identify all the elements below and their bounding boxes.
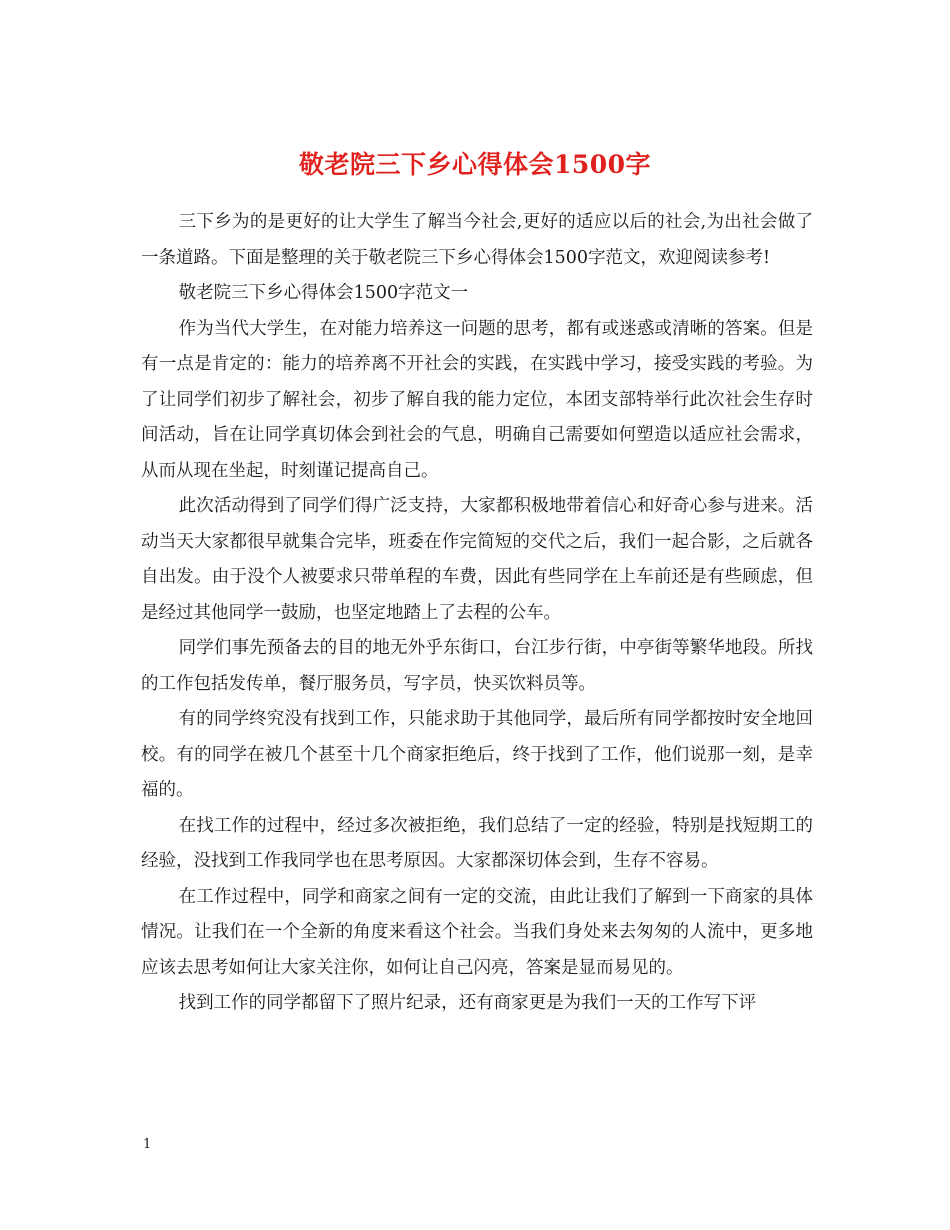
document-body: [141, 205, 813, 1022]
paragraph: 作为当代大学生，在对能力培养这一问题的思考，都有或迷惑或清晰的答案。但是有一点是肯定的：能力的培养离不开社会的实践，在实践中学习，接受实践的考验。为了让同学们初步了解社会，初步了解自我的能力定位，本团支部特举行此次社会生存时间活动，旨在让同学真切体会到社会的气息，明确自己需要如何塑造以适应社会需求，从而从现在坐起，时刻谨记提高自己。: [141, 318, 813, 481]
paragraph: 找到工作的同学都留下了照片纪录，还有商家更是为我们一天的工作写下评: [178, 993, 757, 1013]
document-title: 敬老院三下乡心得体会1500字: [298, 149, 652, 179]
paragraph-section-heading: 敬老院三下乡心得体会1500字范文一: [178, 283, 469, 303]
page-number: 1: [143, 1137, 152, 1152]
paragraph: 此次活动得到了同学们得广泛支持，大家都积极地带着信心和好奇心参与进来。活动当天大家都很早就集合完毕，班委在作完简短的交代之后，我们一起合影，之后就各自出发。由于没个人被要求只带单程的车费，因此有些同学在上车前还是有些顾虑，但是经过其他同学一鼓励，也坚定地踏上了去程的公车。: [141, 496, 813, 623]
paragraph-intro: 三下乡为的是更好的让大学生了解当今社会,更好的适应以后的社会,为出社会做了一条道路。下面是整理的关于敬老院三下乡心得体会1500字范文，欢迎阅读参考!: [141, 212, 813, 268]
paragraph: 在工作过程中，同学和商家之间有一定的交流，由此让我们了解到一下商家的具体情况。让我们在一个全新的角度来看这个社会。当我们身处来去匆匆的人流中，更多地应该去思考如何让大家关注你，如何让自己闪亮，答案是显而易见的。: [141, 886, 813, 978]
paragraph: 同学们事先预备去的目的地无外乎东街口，台江步行街，中亭街等繁华地段。所找的工作包括发传单，餐厅服务员，写字员，快买饮料员等。: [141, 638, 813, 694]
paragraph: 在找工作的过程中，经过多次被拒绝，我们总结了一定的经验，特别是找短期工的经验，没找到工作我同学也在思考原因。大家都深切体会到，生存不容易。: [141, 815, 813, 871]
paragraph: 有的同学终究没有找到工作，只能求助于其他同学，最后所有同学都按时安全地回校。有的同学在被几个甚至十几个商家拒绝后，终于找到了工作，他们说那一刻，是幸福的。: [141, 709, 813, 800]
